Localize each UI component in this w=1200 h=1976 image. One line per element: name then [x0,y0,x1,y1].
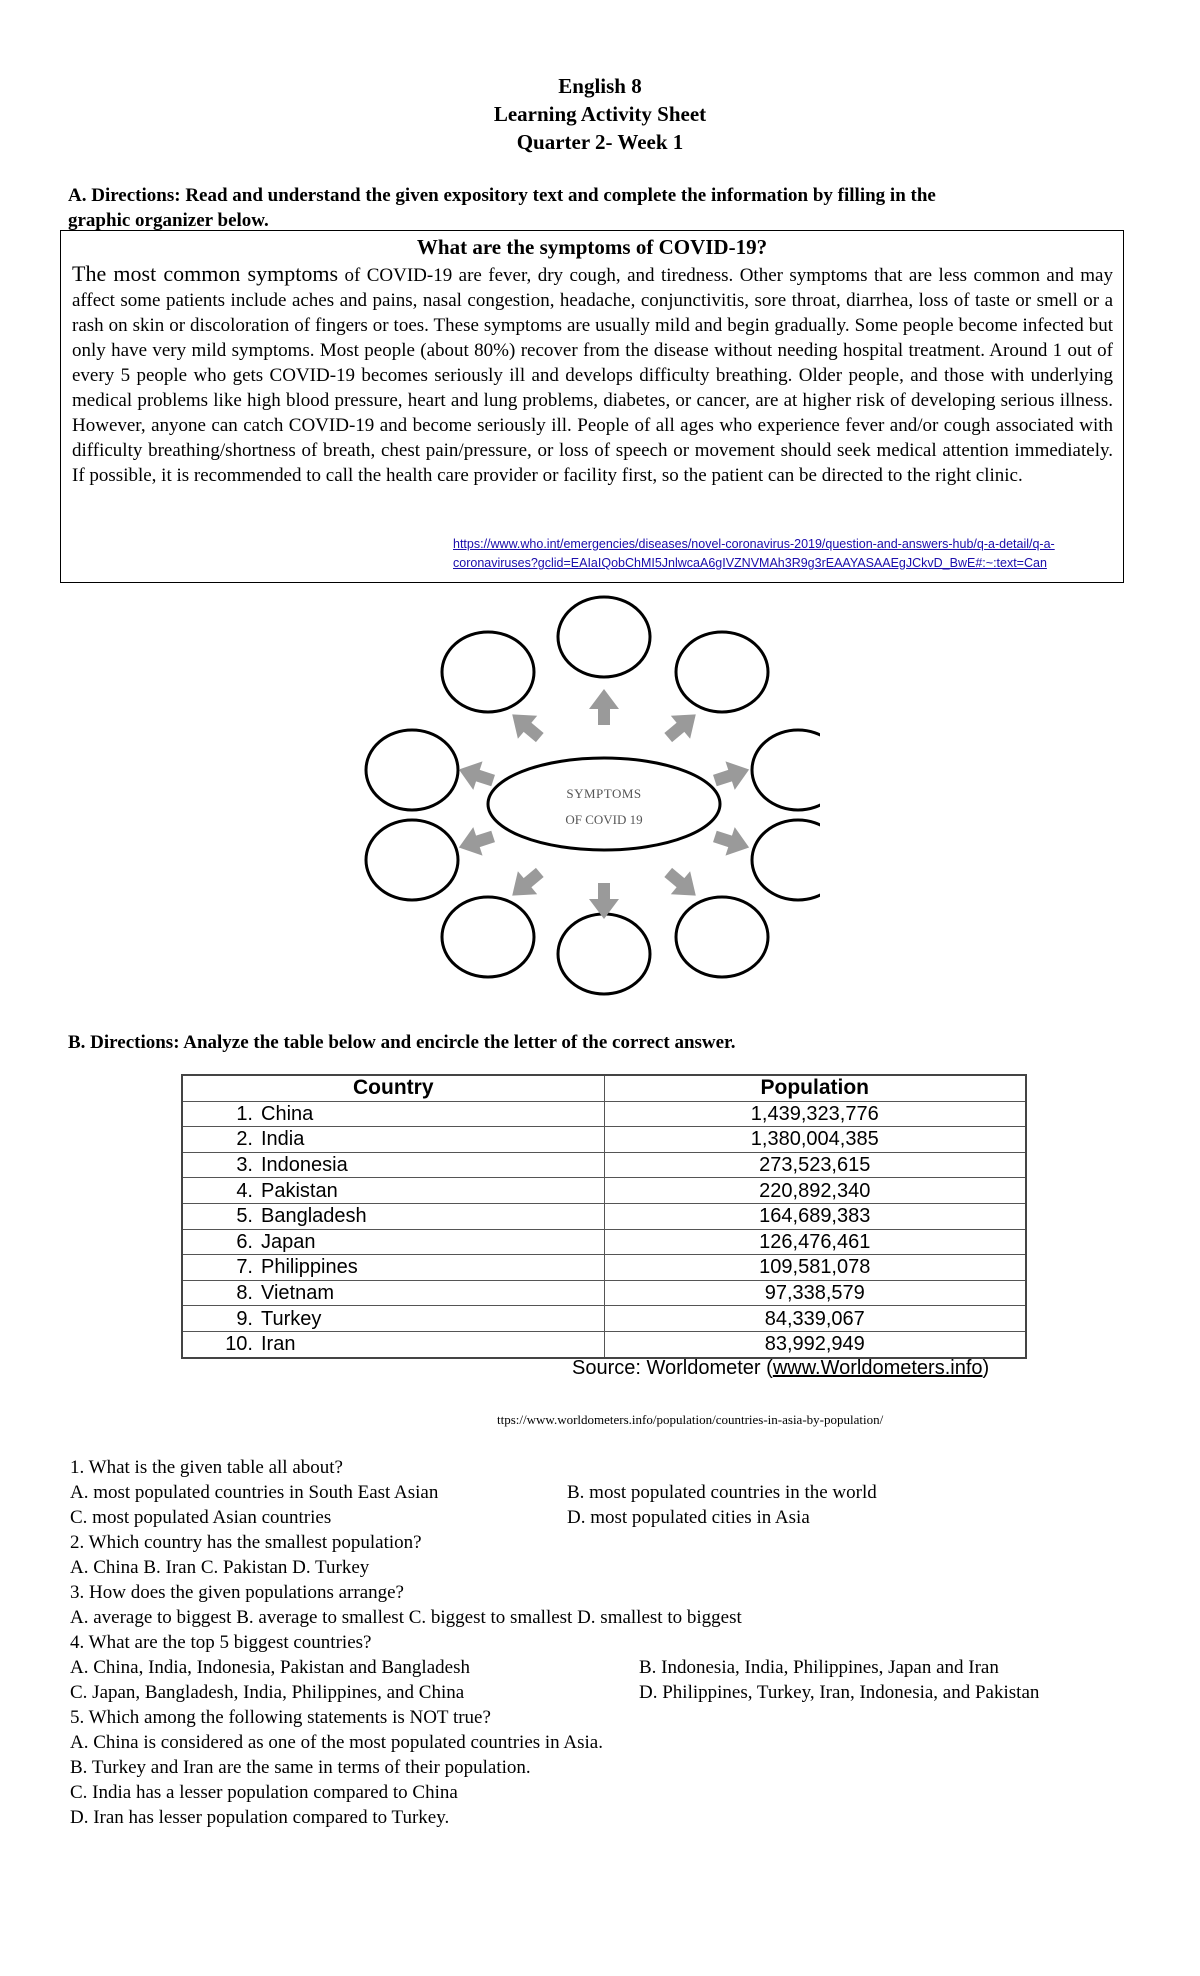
organizer-bubble-lower-left [442,897,534,977]
table-row [182,1229,1026,1255]
country-name: India [261,1128,305,1151]
symptoms-graphic-organizer [360,592,820,1002]
paragraph-lead: The most common symptoms [72,261,339,286]
population-cell: 273,523,615 [604,1152,1026,1178]
expository-text-box [60,230,1124,583]
country-name: Bangladesh [261,1205,367,1228]
question-4: 4. What are the top 5 biggest countries? [70,1632,372,1653]
subject-title: English 8 [558,74,642,98]
country-name: Vietnam [261,1282,335,1305]
part-a-directions-line2: graphic organizer below. [68,210,269,231]
q4-option-b[interactable]: B. Indonesia, India, Philippines, Japan and Iran [639,1657,999,1678]
country-name: Iran [261,1333,296,1356]
box-title: What are the symptoms of COVID-19? [416,235,768,259]
rank-number: 9. [236,1307,253,1330]
table-row [182,1331,1026,1357]
sheet-title: Learning Activity Sheet [493,102,707,126]
table-row [182,1127,1026,1153]
country-name: Japan [261,1230,316,1253]
arrow-upper-left-icon [503,703,550,749]
population-table-wrap [181,1074,1027,1359]
worldometers-url: ttps://www.worldometers.info/population/countries-in-asia-by-population/ [497,1412,884,1427]
country-cell [182,1203,604,1229]
country-cell [182,1178,604,1204]
organizer-center-label-1: SYMPTOMS [566,786,642,801]
question-1: 1. What is the given table all about? [70,1457,343,1478]
country-name: Pakistan [261,1179,338,1202]
part-a-directions-line1: A. Directions: Read and understand the given expository text and complete the information by filling in the [68,185,936,206]
rank-number: 5. [236,1205,253,1228]
organizer-bubble-mid-right-upper [752,730,820,810]
question-2: 2. Which country has the smallest population? [70,1532,422,1553]
q4-option-d[interactable]: D. Philippines, Turkey, Iran, Indonesia, and Pakistan [639,1682,1040,1703]
who-source-link[interactable] [453,535,1093,573]
column-header-population: Population [604,1075,1026,1101]
arrow-left-lower-icon [454,822,498,862]
organizer-bubble-top [558,597,650,677]
population-cell: 1,380,004,385 [604,1127,1026,1153]
q1-option-c[interactable]: C. most populated Asian countries [70,1507,332,1528]
rank-number: 10. [225,1333,253,1356]
rank-number: 7. [236,1256,253,1279]
table-row [182,1255,1026,1281]
population-cell: 220,892,340 [604,1178,1026,1204]
population-cell: 84,339,067 [604,1306,1026,1332]
arrow-up-icon [589,689,619,725]
country-name: Indonesia [261,1154,348,1177]
worldometers-link[interactable]: www.Worldometers.info [772,1357,983,1379]
rank-number: 1. [236,1102,253,1125]
population-cell: 83,992,949 [604,1331,1026,1357]
q1-option-a[interactable]: A. most populated countries in South East Asian [70,1482,439,1503]
organizer-bubble-upper-right [676,632,768,712]
table-row [182,1101,1026,1127]
country-name: Philippines [261,1256,358,1279]
organizer-bubble-upper-left [442,632,534,712]
country-cell [182,1101,604,1127]
q3-options[interactable]: A. average to biggest B. average to smallest C. biggest to smallest D. smallest to biggest [70,1607,742,1628]
country-cell [182,1229,604,1255]
country-name: China [261,1102,314,1125]
country-cell [182,1306,604,1332]
organizer-bubble-mid-right-lower [752,820,820,900]
table-row [182,1203,1026,1229]
who-link-line1[interactable]: https://www.who.int/emergencies/diseases/novel-coronavirus-2019/question-and-answers-hub/q-a-detail/q-a- [453,537,1055,551]
population-cell: 126,476,461 [604,1229,1026,1255]
q2-options[interactable]: A. China B. Iran C. Pakistan D. Turkey [70,1557,370,1578]
population-table [181,1074,1027,1359]
organizer-bubble-bottom [558,914,650,994]
quarter-week: Quarter 2- Week 1 [516,130,684,154]
rank-number: 2. [236,1128,253,1151]
q1-option-b[interactable]: B. most populated countries in the world [567,1482,877,1503]
table-row [182,1152,1026,1178]
q4-option-a[interactable]: A. China, India, Indonesia, Pakistan and Bangladesh [70,1657,470,1678]
country-cell [182,1331,604,1357]
question-5: 5. Which among the following statements is NOT true? [70,1707,491,1728]
table-row [182,1178,1026,1204]
rank-number: 8. [236,1282,253,1305]
arrow-right-lower-icon [710,822,754,862]
country-cell [182,1152,604,1178]
question-3: 3. How does the given populations arrange? [70,1582,404,1603]
rank-number: 3. [236,1154,253,1177]
arrow-right-upper-icon [710,755,754,795]
arrow-left-upper-icon [454,755,498,795]
organizer-arrows [454,689,754,919]
q5-option-a[interactable]: A. China is considered as one of the most populated countries in Asia. [70,1732,603,1753]
population-cell: 97,338,579 [604,1280,1026,1306]
organizer-center-ellipse [488,758,720,850]
table-source [572,1357,989,1380]
organizer-center-label-2: OF COVID 19 [565,812,643,827]
arrow-upper-right-icon [659,703,706,749]
table-body [182,1101,1026,1357]
q4-option-c[interactable]: C. Japan, Bangladesh, India, Philippines, and China [70,1682,465,1703]
column-header-country: Country [182,1075,604,1101]
table-row [182,1280,1026,1306]
worksheet-header [0,72,1200,156]
who-link-line2[interactable]: coronaviruses?gclid=EAIaIQobChMI5JnlwcaA6gIVZNVMAh3R9g3rEAAYASAAEgJCkvD_BwE#:~:text=Can [453,556,1047,570]
paragraph-rest: of COVID-19 are fever, dry cough, and tiredness. Other symptoms that are less common and may affect some patients include aches and pains, nasal congestion, headache, conjunctivitis, sore throat, diarrhea, loss of taste or smell or a rash on skin or discoloration of fingers or toes. These symptoms are usually mild and begin gradually. Some people become infected but only have very mild symptoms. Most people (about 80%) recover from the disease without needing hospital treatment. Around 1 out of every 5 people who gets COVID-19 becomes seriously ill and develops difficulty breathing. Older people, and those with underlying medical problems like high blood pressure, heart and lung problems, diabetes, or cancer, are at higher risk of developing serious illness. However, anyone can catch COVID-19 and become seriously ill. People of all ages who experience fever and/or cough associated with difficulty breathing/shortness of breath, chest pain/pressure, or loss of speech or movement should seek medical attention immediately. If possible, it is recommended to call the health care provider or facility first, so the patient can be directed to the right clinic. [72,265,1113,486]
part-a-directions [68,183,1128,233]
population-cell: 164,689,383 [604,1203,1026,1229]
rank-number: 6. [236,1230,253,1253]
source-suffix: ) [982,1357,990,1379]
organizer-bubble-lower-right [676,897,768,977]
q5-option-d[interactable]: D. Iran has lesser population compared to Turkey. [70,1807,450,1828]
country-name: Turkey [261,1307,322,1330]
organizer-bubble-mid-left-upper [366,730,458,810]
arrow-lower-right-icon [659,861,706,907]
population-cell: 1,439,323,776 [604,1101,1026,1127]
population-cell: 109,581,078 [604,1255,1026,1281]
table-row [182,1306,1026,1332]
country-cell [182,1280,604,1306]
rank-number: 4. [236,1179,253,1202]
q5-option-b[interactable]: B. Turkey and Iran are the same in terms of their population. [70,1757,531,1778]
source-prefix: Source: Worldometer ( [572,1357,773,1379]
expository-paragraph [72,261,1113,488]
part-b-directions: B. Directions: Analyze the table below and encircle the letter of the correct answer. [68,1032,736,1053]
country-cell [182,1255,604,1281]
q1-option-d[interactable]: D. most populated cities in Asia [567,1507,810,1528]
q5-option-c[interactable]: C. India has a lesser population compared to China [70,1782,458,1803]
organizer-bubble-mid-left-lower [366,820,458,900]
table-header-row [182,1075,1026,1101]
country-cell [182,1127,604,1153]
